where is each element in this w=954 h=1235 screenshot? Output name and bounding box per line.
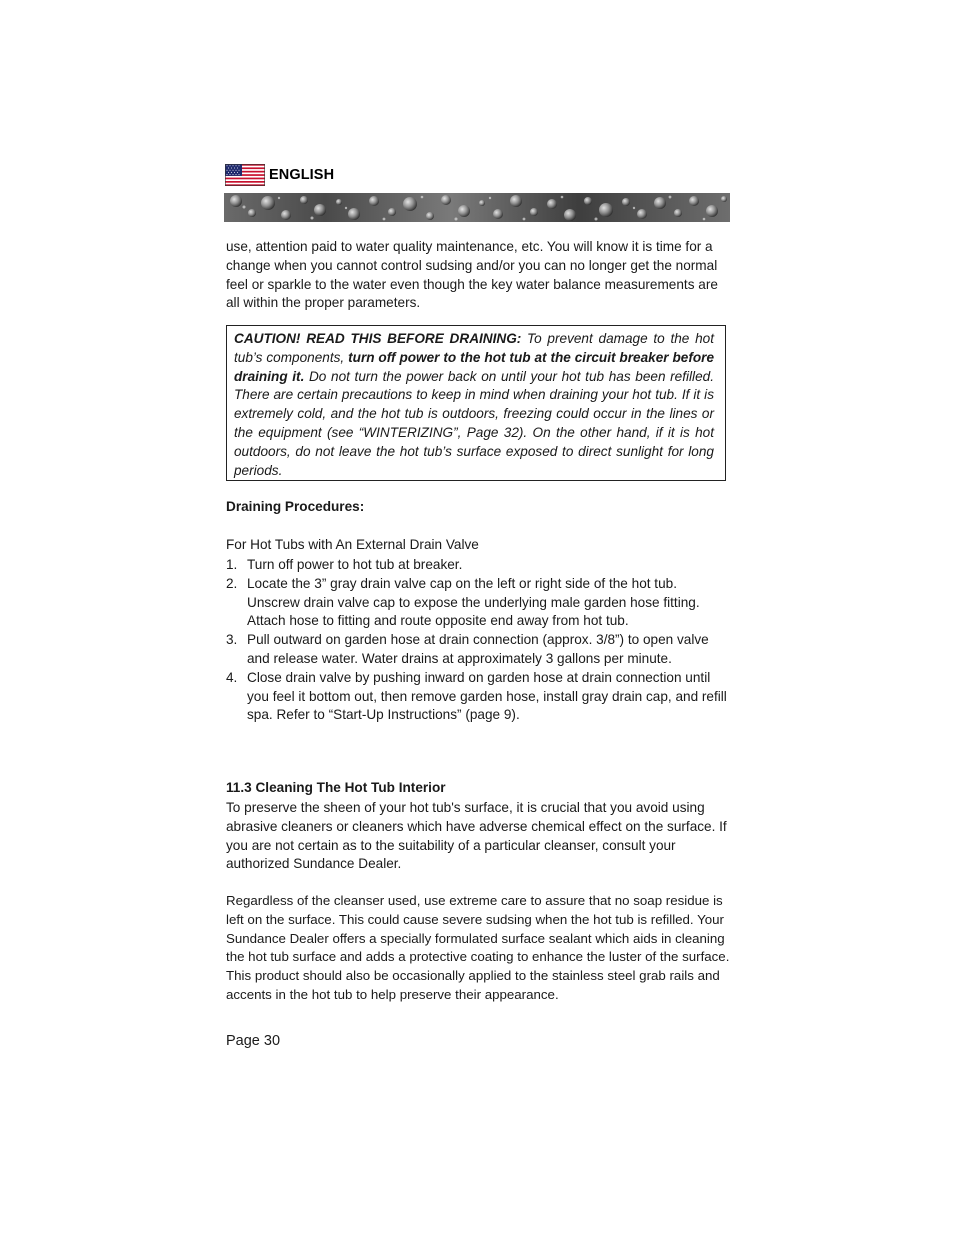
- step-text: Pull outward on garden hose at drain connection (approx. 3/8”) to open valve and release water. Water drains at approximately 3 gallons per minute.: [247, 632, 709, 666]
- caution-lead: CAUTION! READ THIS BEFORE DRAINING:: [234, 331, 522, 346]
- caution-text-1: To prevent damage to the hot tub’s components,: [234, 331, 714, 365]
- list-item: [226, 575, 731, 631]
- caution-emphasis: turn off power to the hot tub at the circuit breaker before draining it.: [234, 349, 714, 384]
- us-flag-icon: [225, 164, 265, 186]
- list-item: [226, 631, 731, 669]
- step-text: Locate the 3” gray drain valve cap on the left or right side of the hot tub. Unscrew drain valve cap to expose the underlying male garden hose fitting. Attach hose to fitting and route opposite end away from hot tub.: [247, 575, 700, 629]
- draining-heading: Draining Procedures:: [226, 499, 365, 514]
- cleaning-paragraph-1: To preserve the sheen of your hot tub's surface, it is crucial that you avoid using abrasive cleaners or cleaners which have adverse chemical effect on the surface. If you are not certain as to the suitability of a particular cleanser, consult your authorized Sundance Dealer.: [226, 800, 727, 872]
- list-item: [226, 669, 731, 725]
- draining-steps: [226, 556, 731, 725]
- language-label: ENGLISH: [269, 167, 335, 183]
- list-item: [226, 556, 731, 575]
- caution-text-2: Do not turn the power back on until your hot tub has been refilled. There are certain precautions to keep in mind when draining your hot tub. If it is extremely cold, and the hot tub is outdoors, freezing could occur in the lines or the equipment (see “WINTERIZING”, Page 32). On the other hand, if it is hot outdoors, do not leave the hot tub’s surface exposed to direct sunlight for long periods.: [234, 368, 714, 478]
- step-number: 2.: [226, 575, 238, 591]
- step-number: 4.: [226, 669, 238, 685]
- step-text: Turn off power to hot tub at breaker.: [247, 557, 463, 572]
- cleaning-heading: 11.3 Cleaning The Hot Tub Interior: [226, 780, 446, 795]
- cleaning-paragraph-2: Regardless of the cleanser used, use extreme care to assure that no soap residue is left on the surface. This could cause severe sudsing when the hot tub is refilled. Your Sundance Dealer offers a specially formulated surface sealant which aids in cleaning the hot tub surface and adds a protective coating to enhance the luster of the surface. This product should also be occasionally applied to the stainless steel grab rails and accents in the hot tub to help preserve their appearance.: [226, 893, 730, 1002]
- water-bubbles-banner: [224, 193, 730, 222]
- page-number: Page 30: [226, 1033, 281, 1049]
- draining-intro: For Hot Tubs with An External Drain Valve: [226, 537, 479, 552]
- caution-box: [226, 325, 726, 481]
- intro-paragraph: use, attention paid to water quality maintenance, etc. You will know it is time for a change when you cannot control sudsing and/or you can no longer get the normal feel or sparkle to the water even though the key water balance measurements are all within the proper parameters.: [226, 239, 718, 311]
- language-header: [225, 164, 334, 186]
- step-text: Close drain valve by pushing inward on garden hose at drain connection until you feel it bottom out, then remove garden hose, install gray drain cap, and refill spa. Refer to “Start-Up Instructions” (page 9).: [247, 669, 727, 723]
- step-number: 1.: [226, 557, 238, 572]
- step-number: 3.: [226, 632, 238, 648]
